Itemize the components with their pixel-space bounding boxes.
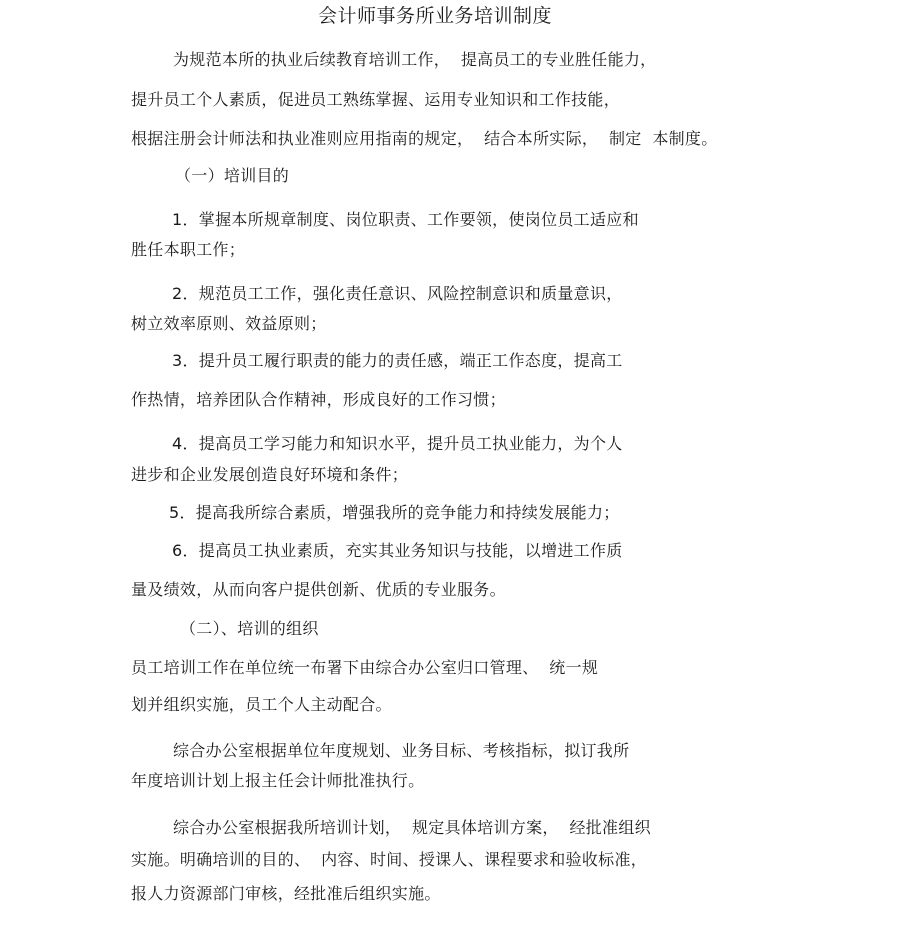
list-item-2-line-1: 2．规范员工工作，强化责任意识、风险控制意识和质量意识，: [172, 284, 623, 303]
paragraph-2-line-1: 综合办公室根据单位年度规划、业务目标、考核指标，拟订我所: [173, 741, 630, 760]
paragraph-3-line-3: 报人力资源部门审核，经批准后组织实施。: [131, 884, 441, 903]
list-item-3-line-1: 3．提升员工履行职责的能力的责任感，端正工作态度，提高工: [172, 351, 623, 370]
intro-line-2: 提升员工个人素质，促进员工熟练掌握、运用专业知识和工作技能，: [131, 90, 621, 109]
list-item-4-line-1: 4．提高员工学习能力和知识水平，提升员工执业能力，为个人: [172, 434, 623, 453]
paragraph-1-line-1: 员工培训工作在单位统一布署下由综合办公室归口管理、 统一规: [131, 658, 599, 677]
intro-line-3: 根据注册会计师法和执业准则应用指南的规定， 结合本所实际， 制定 本制度。: [131, 129, 718, 148]
document-title: 会计师事务所业务培训制度: [317, 5, 552, 27]
list-item-1-line-2: 胜任本职工作；: [131, 240, 246, 259]
list-item-2-line-2: 树立效率原则、效益原则；: [131, 314, 327, 333]
section-1-heading: （一）培训目的: [175, 166, 290, 185]
list-item-1-line-1: 1．掌握本所规章制度、岗位职责、工作要领，使岗位员工适应和: [172, 210, 639, 229]
list-item-5-line-1: 5．提高我所综合素质，增强我所的竞争能力和持续发展能力；: [169, 503, 620, 522]
intro-line-1: 为规范本所的执业后续教育培训工作， 提高员工的专业胜任能力，: [173, 50, 657, 69]
paragraph-1-line-2: 划并组织实施，员工个人主动配合。: [131, 695, 392, 714]
paragraph-2-line-2: 年度培训计划上报主任会计师批准执行。: [131, 771, 425, 790]
list-item-4-line-2: 进步和企业发展创造良好环境和条件；: [131, 465, 409, 484]
list-item-3-line-2: 作热情，培养团队合作精神，形成良好的工作习惯；: [131, 390, 506, 409]
list-item-6-line-1: 6．提高员工执业素质，充实其业务知识与技能，以增进工作质: [172, 541, 623, 560]
paragraph-3-line-2: 实施。明确培训的目的、 内容、时间、授课人、课程要求和验收标准，: [131, 850, 648, 869]
paragraph-3-line-1: 综合办公室根据我所培训计划， 规定具体培训方案， 经批准组织: [173, 818, 651, 837]
section-2-heading: （二）、培训的组织: [180, 619, 319, 638]
list-item-6-line-2: 量及绩效，从而向客户提供创新、优质的专业服务。: [131, 580, 506, 599]
